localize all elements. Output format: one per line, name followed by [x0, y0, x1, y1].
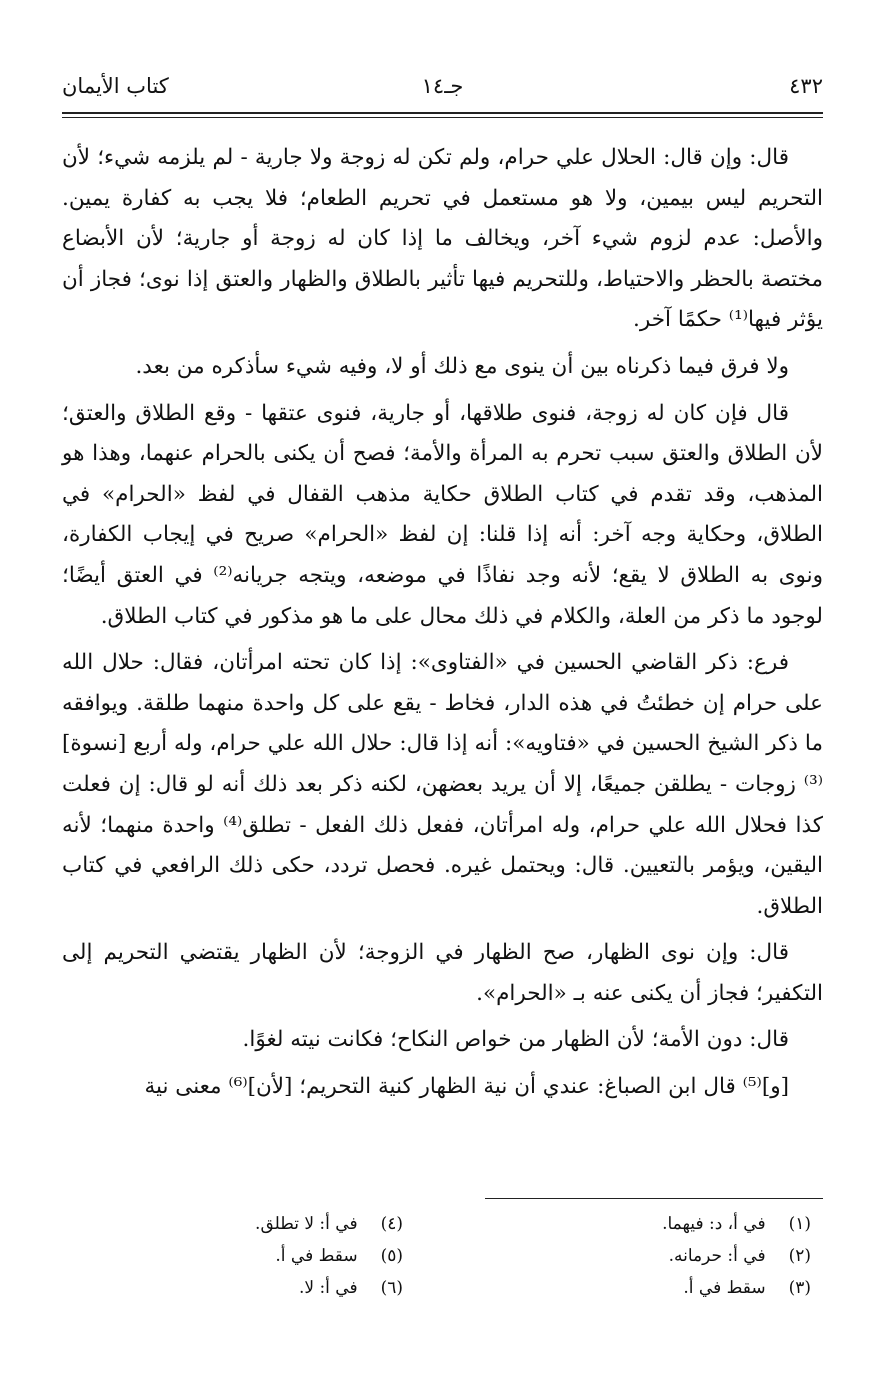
paragraph: قال: دون الأمة؛ لأن الظهار من خواص النكاح؛ فكانت نيته لغوًا.: [242, 1027, 789, 1053]
page-number: ٤٣٢: [789, 74, 823, 98]
footnote-text: في أ، د: فيهما.: [662, 1214, 766, 1234]
running-header: [62, 70, 823, 102]
footnote-item: [63, 1208, 403, 1240]
footnote-number: (١): [788, 1214, 811, 1234]
footnote-column-right: [471, 1208, 811, 1304]
header-rule: [62, 112, 823, 114]
footnote-item: [63, 1272, 403, 1304]
paragraph: [و]⁽⁵⁾ قال ابن الصباغ: عندي أن نية الظهار كنية التحريم؛ [لأن]⁽⁶⁾ معنى نية: [144, 1074, 789, 1100]
footnote-number: (٣): [788, 1278, 811, 1298]
footnote-number: (٢): [788, 1246, 811, 1266]
paragraph: ولا فرق فيما ذكرناه بين أن ينوى مع ذلك أو لا، وفيه شيء سأذكره من بعد.: [135, 353, 789, 379]
footnote-rule: [485, 1198, 823, 1199]
volume-label: جـ١٤: [421, 74, 464, 98]
paragraph: قال: وإن نوى الظهار، صح الظهار في الزوجة؛ لأن الظهار يقتضي التحريم إلى التكفير؛ فجاز أن يكنى عنه بـ «الحرام».: [62, 940, 823, 1006]
footnote-text: في أ: حرمانه.: [668, 1246, 766, 1266]
footnote-text: في أ: لا.: [298, 1278, 358, 1298]
footnote-number: (٤): [380, 1214, 403, 1234]
paragraph: قال فإن كان له زوجة، فنوى طلاقها، أو جارية، فنوى عتقها - وقع الطلاق والعتق؛ لأن الطلاق والعتق سبب تحرم به المرأة والأمة؛ فصح أن يكنى بالحرام عنهما، وهذا هو المذهب، وقد تقدم في كتاب الطلاق حكاية مذهب القفال في لفظ «الحرام» في الطلاق، وحكاية وجه آخر: أنه إذا قلنا: إن لفظ «الحرام» صريح في إيجاب الكفارة، ونوى به الطلاق لا يقع؛ لأنه وجد نفاذًا في موضعه، ويتجه جريانه⁽²⁾ في العتق أيضًا؛ لوجود ما ذكر من العلة، والكلام في ذلك محال على ما هو مذكور في كتاب الطلاق.: [62, 400, 823, 629]
paragraph: قال: وإن قال: الحلال علي حرام، ولم تكن له زوجة ولا جارية - لم يلزمه شيء؛ لأن التحريم ليس بيمين، ولا هو مستعمل في تحريم الطعام؛ فلا يجب به كفارة يمين. والأصل: عدم لزوم شيء آخر، ويخالف ما إذا كان له زوجة أو جارية؛ لأن الأبضاع مختصة بالحظر والاحتياط، وللتحريم فيها تأثير بالطلاق والظهار والعتق إذا نوى؛ فجاز أن يؤثر فيها⁽¹⁾ حكمًا آخر.: [62, 145, 823, 333]
footnote-item: [471, 1240, 811, 1272]
footnote-item: [471, 1208, 811, 1240]
header-rule-thin: [62, 117, 823, 118]
footnote-item: [471, 1272, 811, 1304]
paragraph: فرع: ذكر القاضي الحسين في «الفتاوى»: إذا كان تحته امرأتان، فقال: حلال الله على حرام إن خطئتُ في هذه الدار، فخاط - يقع على كل واحدة منهما طلقة. ويوافقه ما ذكر الشيخ الحسين في «فتاويه»: أنه إذا قال: حلال الله علي حرام، وله أربع [نسوة]⁽³⁾ زوجات - يطلقن جميعًا، إلا أن يريد بعضهن، لكنه ذكر بعد ذلك أنه لو قال: إن فعلت كذا فحلال الله علي حرام، وله امرأتان، ففعل ذلك الفعل - تطلق⁽⁴⁾ واحدة منهما؛ لأنه اليقين، ويؤمر بالتعيين. قال: ويحتمل غيره. فحصل تردد، حكى ذلك الرافعي في كتاب الطلاق.: [62, 650, 823, 919]
main-text: [62, 138, 823, 1114]
footnote-number: (٥): [380, 1246, 403, 1266]
footnote-text: سقط في أ.: [275, 1246, 358, 1266]
footnote-number: (٦): [380, 1278, 403, 1298]
footnote-text: سقط في أ.: [683, 1278, 766, 1298]
book-title: كتاب الأيمان: [62, 74, 169, 98]
footnote-item: [63, 1240, 403, 1272]
footnote-text: في أ: لا تطلق.: [255, 1214, 358, 1234]
footnote-column-left: [63, 1208, 403, 1304]
